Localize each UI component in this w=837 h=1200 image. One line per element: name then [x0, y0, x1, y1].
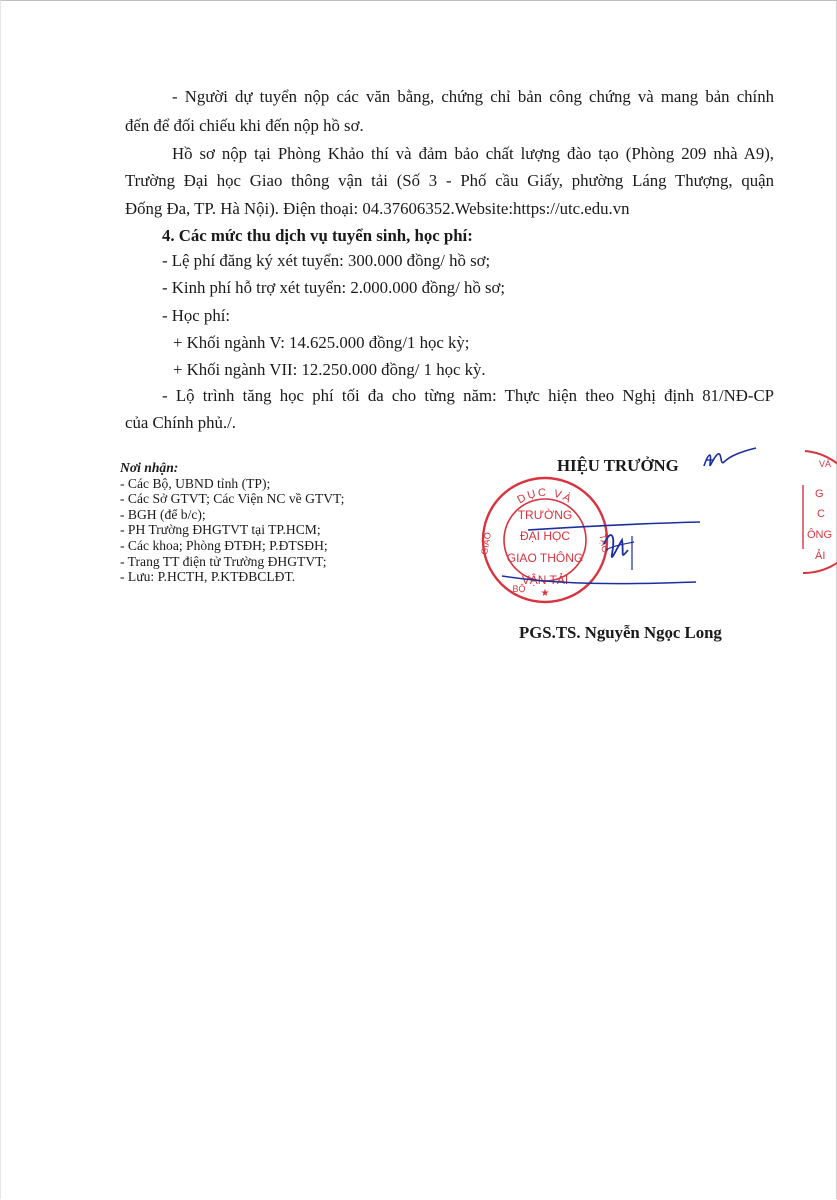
recipient-item: - PH Trường ĐHGTVT tại TP.HCM;: [120, 522, 321, 538]
fee-registration: - Lệ phí đăng ký xét tuyển: 300.000 đồng/ hồ sơ;: [162, 251, 491, 270]
recipient-item: - BGH (để b/c);: [120, 506, 206, 522]
body-line-1: - Người dự tuyển nộp các văn bằng, chứng chỉ bản công chứng và mang bản chính: [172, 87, 774, 106]
seal-inner-line: TRƯỜNG: [517, 508, 573, 522]
initials-scribble: [700, 446, 760, 474]
recipient-item: - Lưu: P.HCTH, P.KTĐBCLĐT.: [120, 569, 296, 585]
body-line-4: Trường Đại học Giao thông vận tải (Số 3 - Phố cầu Giấy, phường Láng Thượng, quận: [125, 171, 774, 190]
body-line-5: Đống Đa, TP. Hà Nội). Điện thoại: 04.37606352.Website:https://utc.edu.vn: [125, 199, 630, 218]
signature-title: HIỆU TRƯỞNG: [557, 456, 679, 475]
recipient-item: - Trang TT điện tử Trường ĐHGTVT;: [120, 553, 327, 569]
fee-tuition-vii: + Khối ngành VII: 12.250.000 đồng/ 1 học kỳ.: [173, 360, 486, 379]
partial-seal-text: G: [815, 488, 824, 500]
partial-seal-text: ÔNG: [807, 529, 833, 541]
recipient-item: - Các khoa; Phòng ĐTĐH; P.ĐTSĐH;: [120, 537, 328, 553]
recipients-block: [120, 460, 344, 585]
partial-seal: [795, 445, 837, 580]
body-line-3: Hồ sơ nộp tại Phòng Khảo thí và đảm bảo chất lượng đào tạo (Phòng 209 nhà A9),: [172, 144, 774, 163]
body-line-2: đến để đối chiếu khi đến nộp hồ sơ.: [125, 116, 364, 135]
partial-seal-text: C: [817, 508, 825, 520]
principal-signature: [500, 510, 710, 620]
recipient-item: - Các Bộ, UBND tỉnh (TP);: [120, 475, 271, 491]
roadmap-line-2: của Chính phủ./.: [125, 413, 236, 432]
svg-text:DỤC VÀ: [515, 487, 575, 506]
seal-inner-line: ĐẠI HỌC: [519, 529, 571, 543]
seal-bottom-text: BỘ: [512, 584, 526, 594]
fee-tuition-v: + Khối ngành V: 14.625.000 đồng/1 học kỳ;: [173, 333, 470, 352]
signer-name: PGS.TS. Nguyễn Ngọc Long: [519, 623, 722, 642]
seal-outer-text: DỤC VÀ: [515, 486, 575, 507]
roadmap-line-1: - Lộ trình tăng học phí tối đa cho từng năm: Thực hiện theo Nghị định 81/NĐ-CP: [162, 386, 774, 405]
seal-left-text: GIÁO: [479, 531, 493, 556]
recipient-item: - Các Sở GTVT; Các Viện NC về GTVT;: [120, 491, 345, 507]
seal-inner-line: VẬN TẢI: [521, 573, 569, 587]
recipients-title: Nơi nhận:: [120, 460, 179, 475]
fee-support: - Kinh phí hỗ trợ xét tuyển: 2.000.000 đồng/ hồ sơ;: [162, 278, 506, 297]
seal-inner-line: GIAO THÔNG: [506, 551, 584, 565]
section-heading: 4. Các mức thu dịch vụ tuyển sinh, học phí:: [162, 226, 473, 245]
fee-tuition-label: - Học phí:: [162, 306, 231, 325]
partial-seal-text: ẢI: [815, 550, 826, 562]
seal-right-text: TẠO: [597, 533, 611, 554]
seal-star-icon: ★: [540, 588, 550, 599]
partial-seal-text: VÀ: [819, 459, 832, 469]
